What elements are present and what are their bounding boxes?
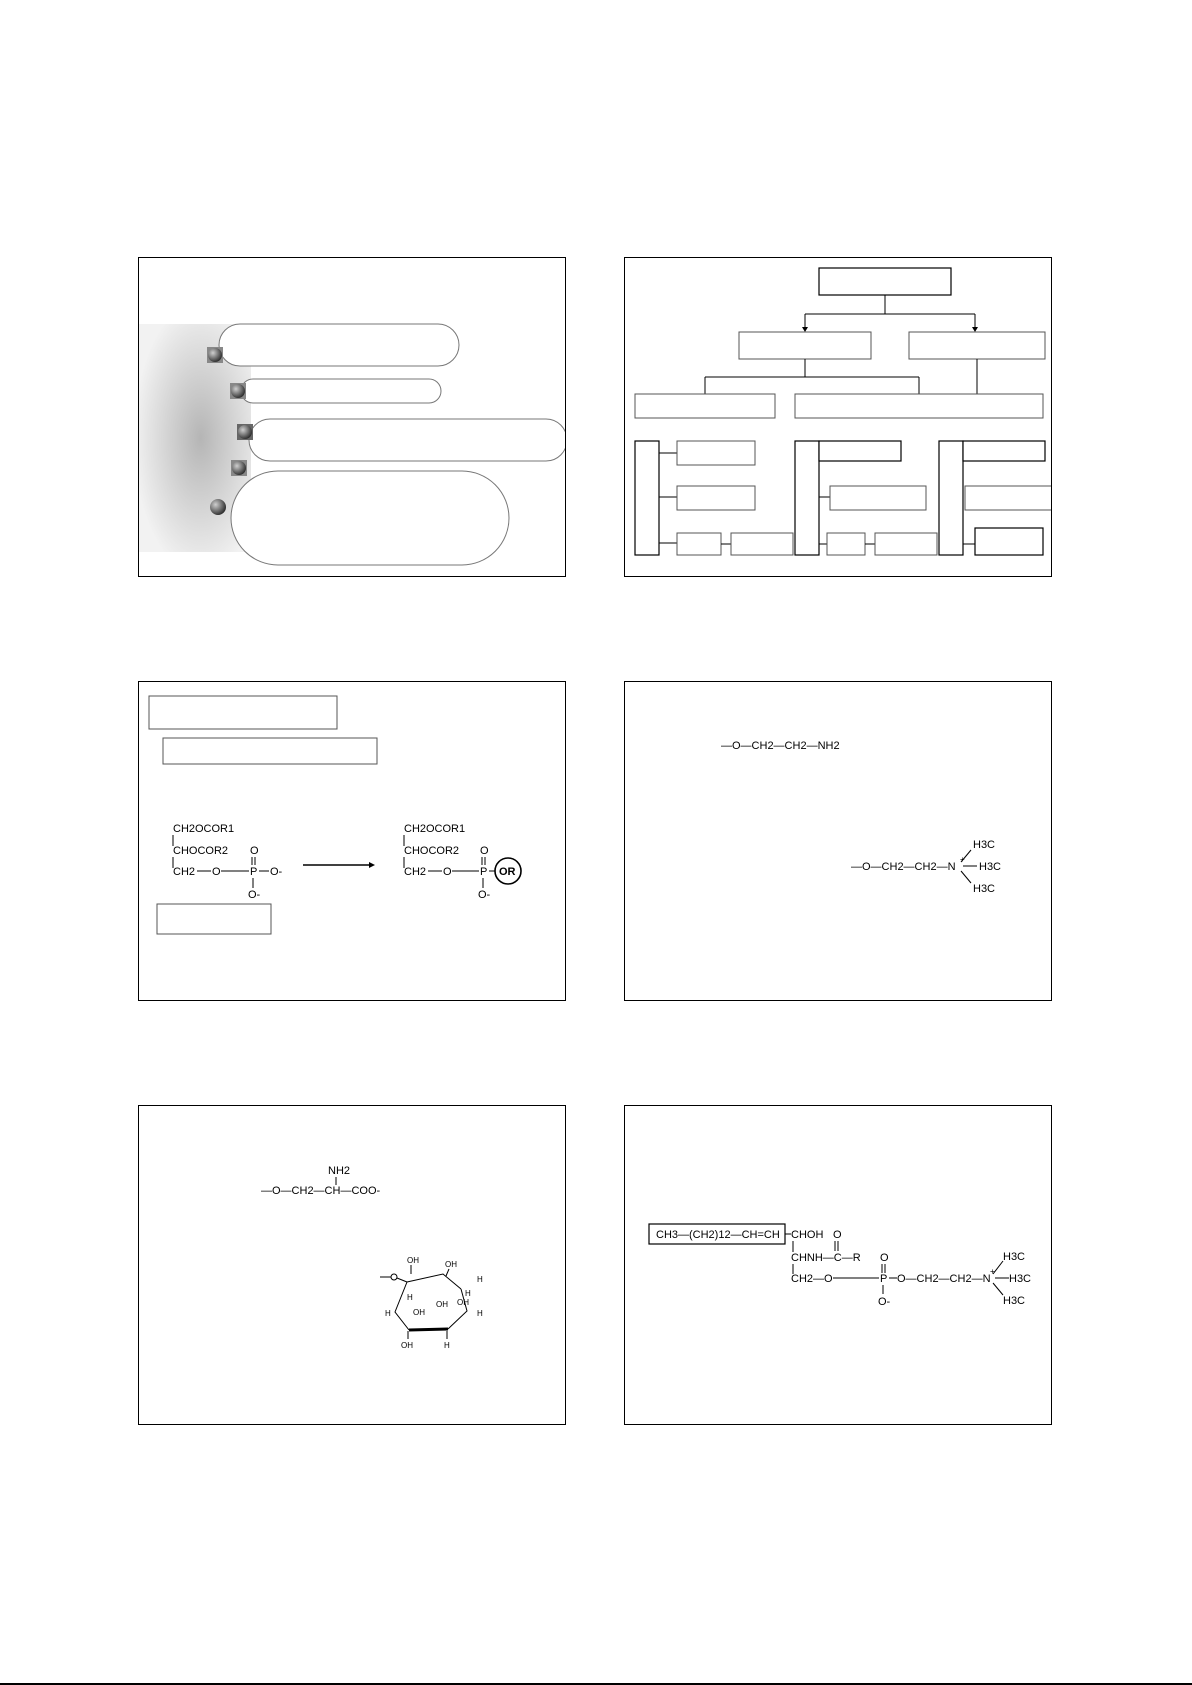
- tree-leaf-6: [830, 486, 926, 510]
- tree-level1-right: [909, 332, 1045, 359]
- bullet-icon-5: [210, 499, 226, 515]
- sph-h3c-3: H3C: [1003, 1295, 1026, 1307]
- tree-group-3-bar: [939, 441, 963, 555]
- inositol-h-5: H: [477, 1309, 483, 1318]
- left-ch2ocor1: CH2OCOR1: [173, 823, 235, 835]
- serine-nh2: NH2: [328, 1165, 351, 1177]
- right-chocor2: CHOCOR2: [404, 845, 460, 857]
- sph-h3c-1: H3C: [1003, 1251, 1026, 1263]
- tree-leaf-8: [875, 533, 937, 555]
- tree-level2-b: [795, 394, 1043, 418]
- bullet-shape-1: [219, 324, 459, 366]
- tree-group-1-bar: [635, 441, 659, 555]
- left-p-o-top: O: [250, 845, 259, 857]
- inositol-oh-4: OH: [413, 1308, 425, 1317]
- svg-text:+: +: [960, 855, 965, 864]
- choline-h3c-3: H3C: [973, 883, 996, 895]
- inositol-oh-5: OH: [457, 1298, 469, 1307]
- slide-3: [138, 681, 566, 1001]
- tree-leaf-10: [965, 486, 1052, 510]
- slide-5: [138, 1105, 566, 1425]
- tree-leaf-11: [975, 528, 1043, 555]
- slide-4-graphic: [625, 682, 1052, 1001]
- bullet-shape-3: [249, 419, 566, 461]
- sph-chohl: CHOH: [791, 1229, 824, 1241]
- bullet-icon-2: [230, 383, 246, 399]
- right-ch2ocor1: CH2OCOR1: [404, 823, 466, 835]
- right-p-o-top: O: [480, 845, 489, 857]
- choline-chain: —O—CH2—CH2—N: [851, 861, 956, 873]
- left-o-minus-right: O-: [270, 866, 283, 878]
- ethanolamine-group: —O—CH2—CH2—NH2: [721, 740, 840, 752]
- choline-h3c-2: H3C: [979, 861, 1002, 873]
- tree-leaf-3: [677, 533, 721, 555]
- tree-leaf-5: [819, 441, 901, 461]
- tree-level1-left: [739, 332, 871, 359]
- slide-2: [624, 257, 1052, 577]
- inositol-oh-3: OH: [436, 1300, 448, 1309]
- left-o-minus-bottom: O-: [248, 889, 261, 901]
- right-o-minus-bottom: O-: [478, 889, 491, 901]
- slide-6: [624, 1105, 1052, 1425]
- label-box: [157, 904, 271, 934]
- bullet-shape-2: [241, 379, 441, 403]
- amide-o: O: [833, 1229, 842, 1241]
- inositol-oh-2: OH: [445, 1260, 457, 1269]
- right-ch2: CH2: [404, 866, 427, 878]
- tree-group-2-bar: [795, 441, 819, 555]
- slide-1-graphic: [139, 258, 566, 577]
- left-ch2: CH2: [173, 866, 196, 878]
- slide-2-tree: [625, 258, 1052, 577]
- inositol-ring: [380, 1256, 483, 1350]
- title-box: [149, 696, 337, 729]
- inositol-h-1: H: [477, 1275, 483, 1284]
- inositol-h-2: H: [465, 1289, 471, 1298]
- bullet-icon-1: [207, 347, 223, 363]
- tree-leaf-1: [677, 441, 755, 465]
- sph-p-o-minus: O-: [878, 1296, 891, 1308]
- sph-p-o-top: O: [880, 1252, 889, 1264]
- tree-leaf-2: [677, 486, 755, 510]
- right-o: O: [443, 866, 452, 878]
- tree-leaf-4: [731, 533, 793, 555]
- bullet-icon-3: [237, 424, 253, 440]
- inositol-oh-6: OH: [401, 1341, 413, 1350]
- tree-leaf-9: [963, 441, 1045, 461]
- svg-text:+: +: [990, 1267, 995, 1276]
- sphingosine-tail: CH3—(CH2)12—CH=CH: [656, 1229, 780, 1241]
- bullet-shape-4: [231, 471, 509, 565]
- sph-chnh: CHNH—C—R: [791, 1252, 861, 1264]
- tree-root: [819, 268, 951, 295]
- left-chocor2: CHOCOR2: [173, 845, 229, 857]
- right-p: P: [480, 866, 488, 878]
- choline-h3c-1: H3C: [973, 839, 996, 851]
- sph-p: P: [880, 1273, 888, 1285]
- serine-chain: —O—CH2—CH—COO-: [261, 1185, 381, 1197]
- subtitle-box: [163, 738, 377, 764]
- bullet-icon-4: [231, 460, 247, 476]
- left-o: O: [212, 866, 221, 878]
- inositol-h-3: H: [407, 1293, 413, 1302]
- slide-1: [138, 257, 566, 577]
- inositol-h-4: H: [385, 1309, 391, 1318]
- slide-3-graphic: [139, 682, 566, 1001]
- sph-h3c-2: H3C: [1009, 1273, 1032, 1285]
- slide-6-graphic: [625, 1106, 1052, 1425]
- sph-choline-tail: O—CH2—CH2—N: [897, 1273, 991, 1285]
- sph-ch2o: CH2—O: [791, 1273, 833, 1285]
- inositol-h-6: H: [444, 1341, 450, 1350]
- right-or: OR: [499, 866, 516, 878]
- slide-5-graphic: [139, 1106, 566, 1425]
- tree-level2-a: [635, 394, 775, 418]
- left-p: P: [250, 866, 258, 878]
- slide-4: [624, 681, 1052, 1001]
- inositol-oh-1: OH: [407, 1256, 419, 1265]
- tree-leaf-7: [827, 533, 865, 555]
